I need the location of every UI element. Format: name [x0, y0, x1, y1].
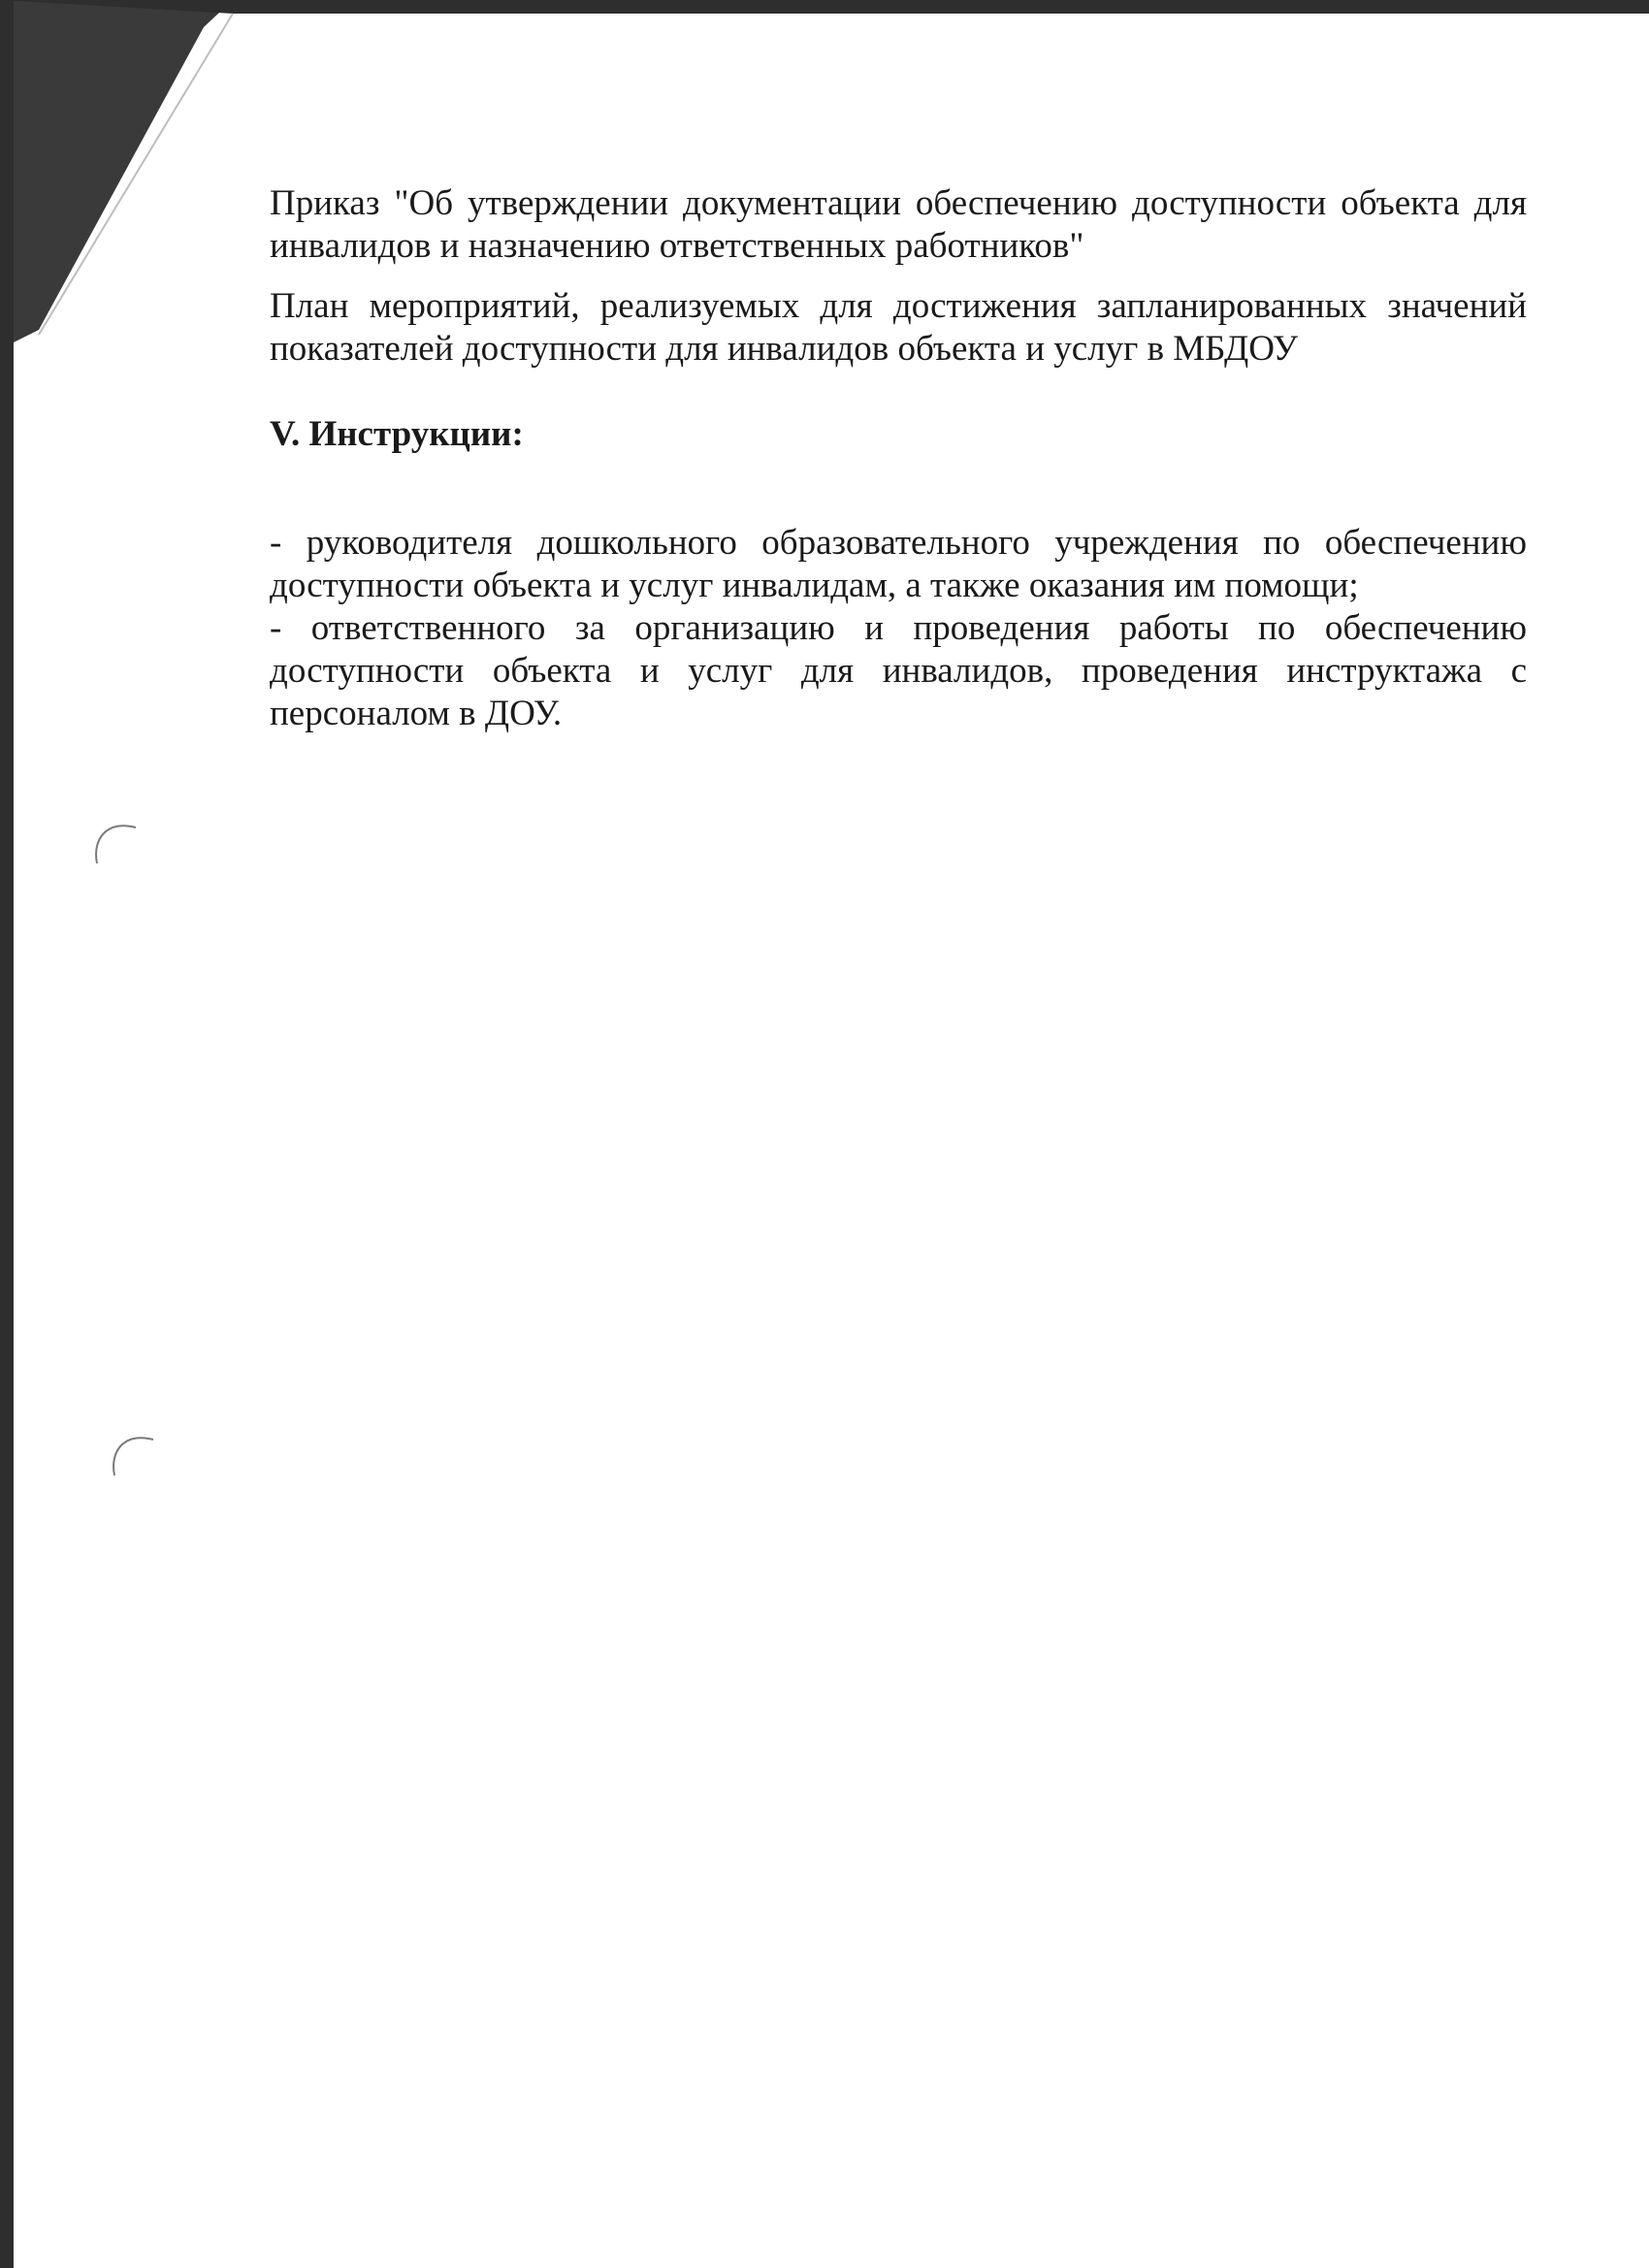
left-edge-shadow [0, 0, 14, 2268]
punch-hole-lower-icon [105, 1432, 163, 1480]
punch-hole-upper-icon [87, 820, 146, 868]
order-title: Приказ "Об утверждении документации обеспечению доступности объекта для инвалидов и назначению ответственных работников" [270, 183, 1527, 266]
list-item: - руководителя дошкольного образовательного учреждения по обеспечению доступности объекта и услуг инвалидам, а также оказания им помощи; [270, 523, 1527, 605]
folded-corner-dark [0, 0, 233, 349]
list-item: - ответственного за организацию и проведения работы по обеспечению доступности объекта и услуг для инвалидов, проведения инструктажа с персоналом в ДОУ. [270, 608, 1527, 733]
plan-title: План мероприятий, реализуемых для достижения запланированных значений показателей доступности для инвалидов объекта и услуг в МБДОУ [270, 286, 1527, 369]
instructions-list [270, 522, 1527, 735]
document-body [270, 182, 1527, 735]
section-heading-instructions: V. Инструкции: [270, 414, 524, 454]
top-edge-shadow [0, 0, 1649, 14]
